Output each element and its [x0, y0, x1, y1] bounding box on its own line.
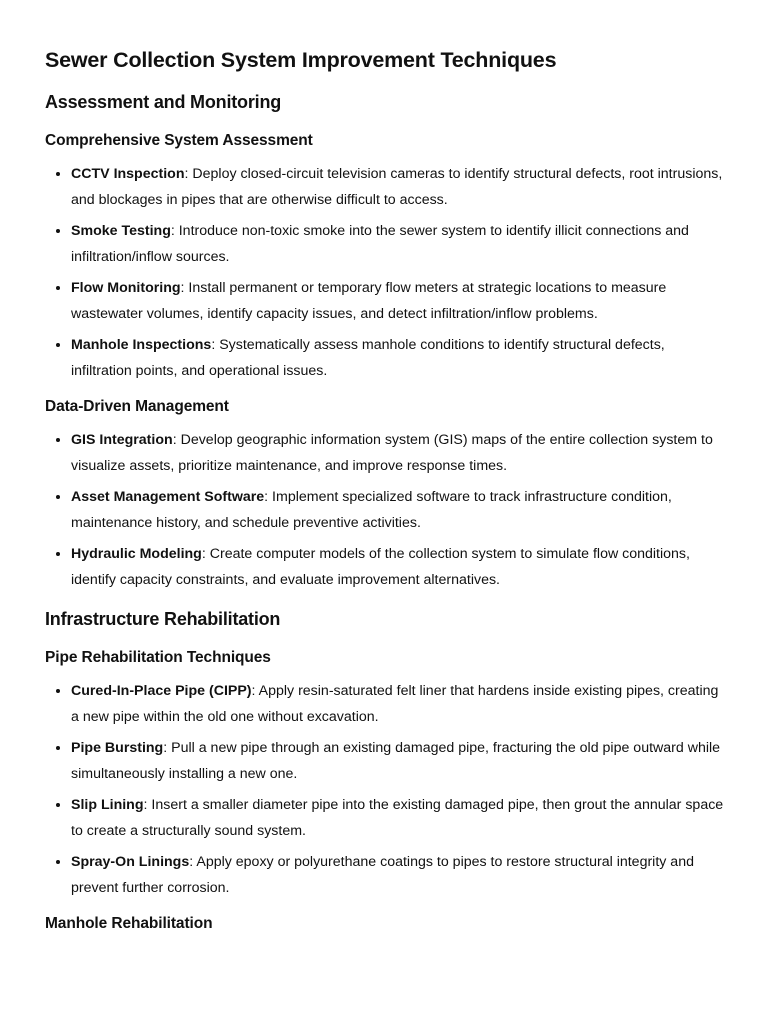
list-item-term: Pipe Bursting — [71, 740, 164, 756]
list-item-text: : Apply resin-saturated felt liner that hardens inside existing pipes, creating a new pipe within the old one without excavation. — [71, 683, 719, 725]
list-item-term: GIS Integration — [71, 432, 173, 448]
list-item — [71, 850, 724, 901]
list-item-term: Smoke Testing — [71, 223, 171, 239]
list-item — [71, 485, 724, 536]
list-item-term: Spray-On Linings — [71, 854, 190, 870]
list-item-text: : Implement specialized software to track infrastructure condition, maintenance history, and schedule preventive activities. — [71, 489, 672, 531]
document-title: Sewer Collection System Improvement Techniques — [45, 48, 557, 72]
list-item — [71, 333, 724, 384]
list-item-term: Slip Lining — [71, 797, 144, 813]
list-item-text: : Apply epoxy or polyurethane coatings to pipes to restore structural integrity and prevent further corrosion. — [71, 854, 694, 896]
data-driven-list — [45, 428, 724, 593]
pipe-rehab-list — [45, 679, 724, 901]
assessment-list — [45, 162, 724, 384]
list-item-text: : Pull a new pipe through an existing damaged pipe, fracturing the old pipe outward while simultaneously installing a new one. — [71, 740, 721, 782]
list-item — [71, 219, 724, 270]
list-item-text: : Develop geographic information system (GIS) maps of the entire collection system to visualize assets, prioritize maintenance, and improve response times. — [71, 432, 713, 474]
list-item-term: Asset Management Software — [71, 489, 265, 505]
list-item-text: : Systematically assess manhole conditions to identify structural defects, infiltration points, and operational issues. — [71, 337, 665, 379]
list-item-text: : Insert a smaller diameter pipe into the existing damaged pipe, then grout the annular space to create a structurally sound system. — [71, 797, 724, 839]
list-item — [71, 679, 724, 730]
list-item-term: Manhole Inspections — [71, 337, 212, 353]
subsection-heading-pipe-rehab: Pipe Rehabilitation Techniques — [45, 649, 271, 666]
list-item-text: : Create computer models of the collection system to simulate flow conditions, identify capacity constraints, and evaluate improvement alternatives. — [71, 546, 690, 588]
list-item — [71, 736, 724, 787]
subsection-heading-system-assessment: Comprehensive System Assessment — [45, 132, 313, 149]
subsection-heading-data-driven: Data-Driven Management — [45, 398, 229, 415]
list-item — [71, 276, 724, 327]
section-heading-rehabilitation: Infrastructure Rehabilitation — [45, 609, 281, 629]
list-item-term: Hydraulic Modeling — [71, 546, 202, 562]
subsection-heading-manhole-rehab: Manhole Rehabilitation — [45, 915, 213, 932]
list-item-text: : Install permanent or temporary flow meters at strategic locations to measure wastewater volumes, identify capacity issues, and detect infiltration/inflow problems. — [71, 280, 667, 322]
list-item-term: CCTV Inspection — [71, 166, 185, 182]
list-item-text: : Introduce non-toxic smoke into the sewer system to identify illicit connections and infiltration/inflow sources. — [71, 223, 689, 265]
list-item — [71, 162, 724, 213]
list-item — [71, 428, 724, 479]
section-heading-assessment: Assessment and Monitoring — [45, 92, 282, 112]
list-item — [71, 793, 724, 844]
list-item-text: : Deploy closed-circuit television cameras to identify structural defects, root intrusions, and blockages in pipes that are otherwise difficult to access. — [71, 166, 723, 208]
list-item — [71, 542, 724, 593]
list-item-term: Flow Monitoring — [71, 280, 181, 296]
list-item-term: Cured-In-Place Pipe (CIPP) — [71, 683, 252, 699]
